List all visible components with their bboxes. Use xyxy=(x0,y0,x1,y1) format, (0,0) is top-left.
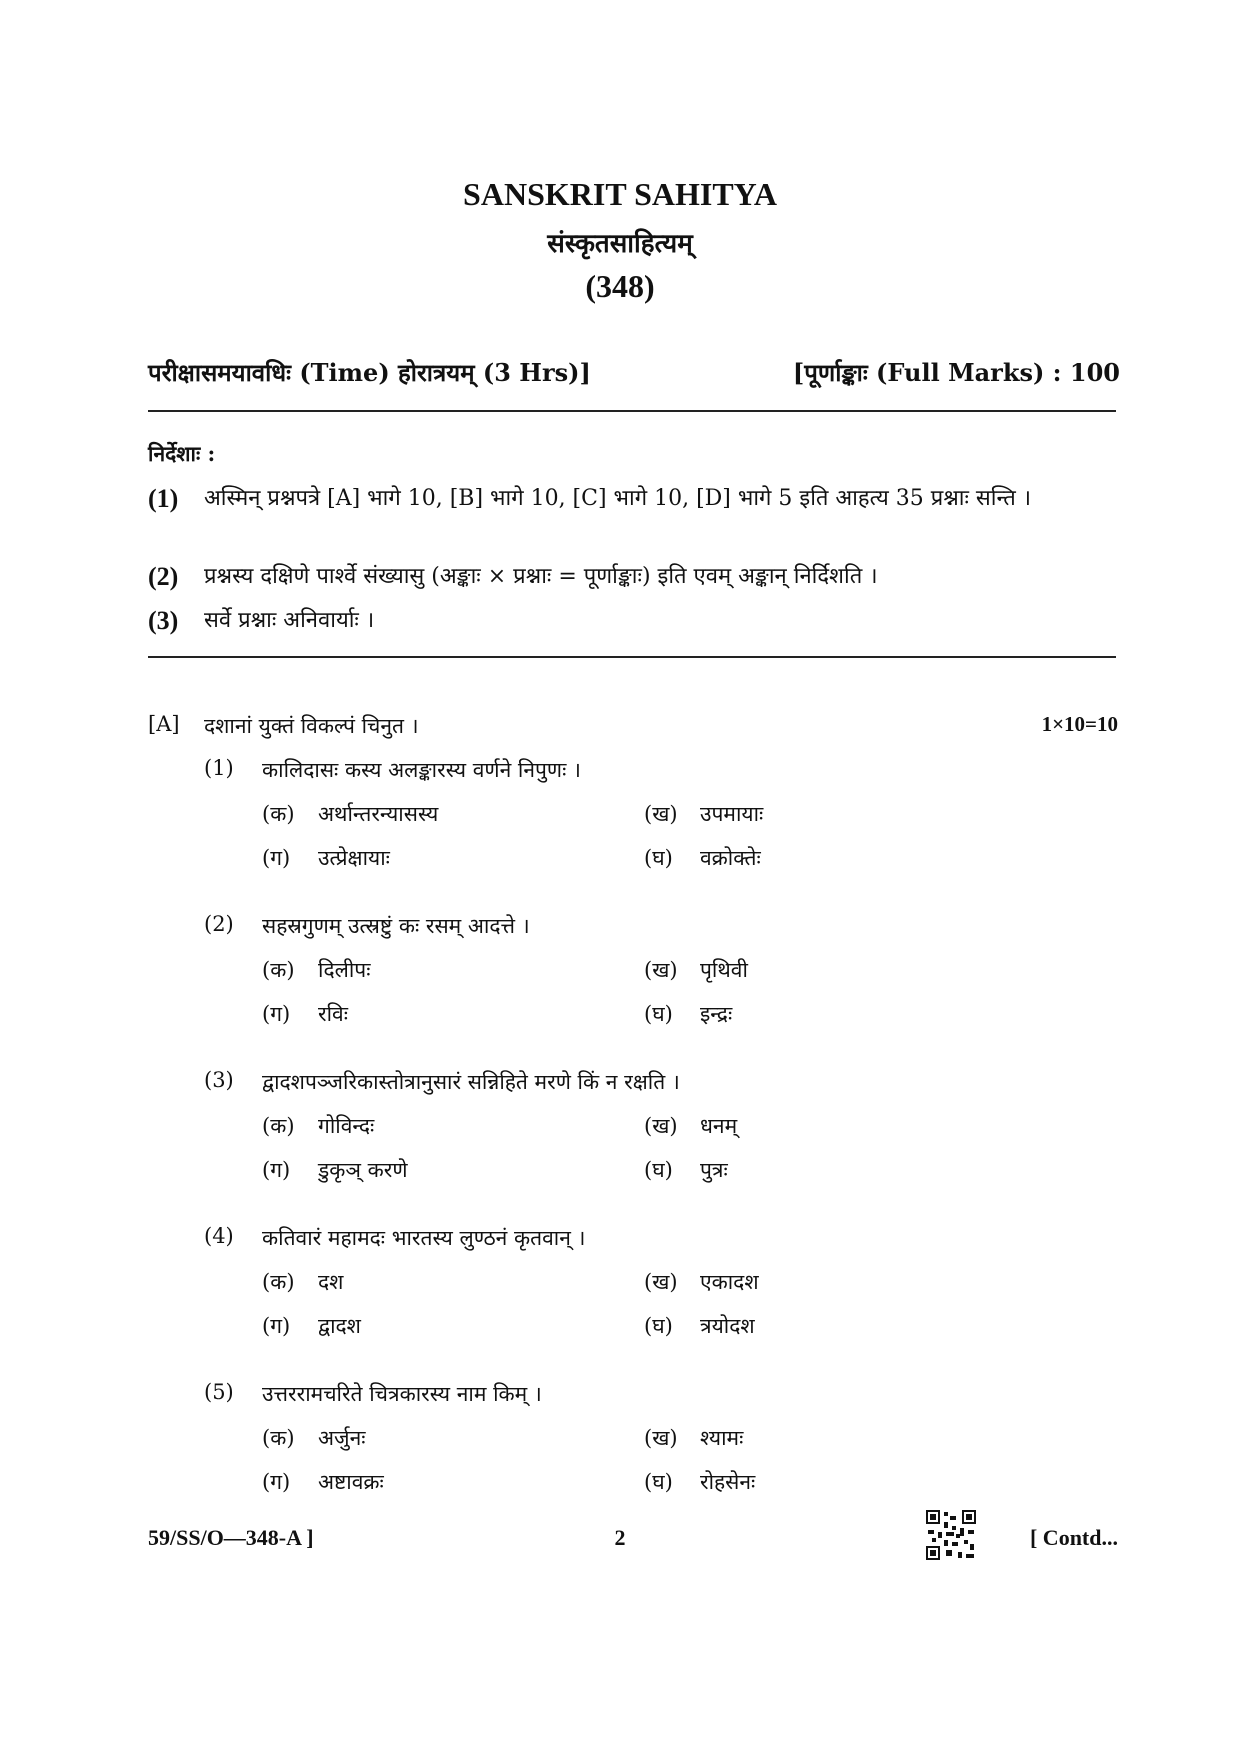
option-text: त्रयोदश xyxy=(700,1314,755,1338)
option-text: एकादश xyxy=(700,1270,759,1294)
option-text: रोहसेनः xyxy=(700,1470,756,1494)
page-number: 2 xyxy=(614,1525,626,1550)
question-text: सहस्रगुणम् उत्स्रष्टुं कः रसम् आदत्ते । xyxy=(262,914,530,938)
option-text: दश xyxy=(318,1270,344,1294)
option-label: (ग) xyxy=(262,1002,291,1026)
instruction-item xyxy=(148,560,1118,594)
option-text: अर्जुनः xyxy=(318,1426,366,1450)
instruction-text: सर्वे प्रश्नाः अनिवार्याः । xyxy=(204,608,375,633)
option-text: वक्रोक्तेः xyxy=(700,846,761,870)
question-text: उत्तररामचरिते चित्रकारस्य नाम किम् । xyxy=(262,1382,542,1406)
question-text: कतिवारं महामदः भारतस्य लुण्ठनं कृतवान् । xyxy=(262,1226,586,1250)
option-label: (घ) xyxy=(644,1158,673,1182)
question-text: द्वादशपञ्जरिकास्तोत्रानुसारं सन्निहिते मरणे किं न रक्षति । xyxy=(262,1070,680,1094)
option-label: (ख) xyxy=(644,1114,678,1138)
option-label: (ग) xyxy=(262,846,291,870)
qr-code-icon xyxy=(926,1510,976,1560)
option-label: (क) xyxy=(262,1114,295,1138)
option-text: श्यामः xyxy=(700,1426,744,1450)
option-label: (ग) xyxy=(262,1314,291,1338)
paper-title: SANSKRIT SAHITYA xyxy=(463,176,777,212)
instruction-item xyxy=(148,604,1118,638)
option-label: (घ) xyxy=(644,1314,673,1338)
option-label: (ग) xyxy=(262,1470,291,1494)
paper-code: (348) xyxy=(585,268,655,304)
section-label: [A] xyxy=(148,712,180,736)
option-text: रविः xyxy=(318,1002,348,1026)
option-text: द्वादश xyxy=(318,1314,361,1338)
option-text: गोविन्दः xyxy=(318,1114,375,1138)
option-label: (ख) xyxy=(644,958,678,982)
option-label: (क) xyxy=(262,958,295,982)
option-text: इन्द्रः xyxy=(700,1002,733,1026)
option-text: डुकृञ् करणे xyxy=(318,1158,408,1182)
section-marks: 1×10=10 xyxy=(1041,712,1118,736)
instruction-text: अस्मिन् प्रश्नपत्रे [A] भागे 10, [B] भागे 10, [C] भागे 10, [D] भागे 5 इति आहत्य 35 प्रश्नाः सन्ति । xyxy=(204,486,1032,511)
section-instruction: दशानां युक्तं विकल्पं चिनुत । xyxy=(204,714,419,738)
question-number: (2) xyxy=(204,912,234,936)
option-label: (क) xyxy=(262,1270,295,1294)
option-label: (क) xyxy=(262,802,295,826)
question-number: (5) xyxy=(204,1380,234,1404)
continued-marker: [ Contd... xyxy=(1029,1525,1118,1550)
option-text: पृथिवी xyxy=(700,958,748,982)
option-text: अर्थान्तरन्यासस्य xyxy=(318,802,439,826)
question-number: (1) xyxy=(204,756,234,780)
full-marks: [पूर्णाङ्काः (Full Marks) : 100 xyxy=(792,358,1120,387)
option-text: धनम् xyxy=(700,1114,738,1138)
option-label: (ख) xyxy=(644,802,678,826)
option-text: अष्टावक्रः xyxy=(318,1470,384,1494)
question-text: कालिदासः कस्य अलङ्कारस्य वर्णने निपुणः । xyxy=(262,758,581,782)
question-number: (4) xyxy=(204,1224,234,1248)
footer-paper-code: 59/SS/O—348-A ] xyxy=(148,1525,314,1550)
question-number: (3) xyxy=(204,1068,234,1092)
option-text: उपमायाः xyxy=(700,802,764,826)
option-label: (घ) xyxy=(644,846,673,870)
option-text: पुत्रः xyxy=(700,1158,728,1182)
instruction-text: प्रश्नस्य दक्षिणे पार्श्वे संख्यासु (अङ्काः × प्रश्नाः = पूर्णाङ्काः) इति एवम् अङ्कान् निर्दिशति । xyxy=(204,564,878,589)
header-divider xyxy=(148,410,1116,412)
option-label: (घ) xyxy=(644,1002,673,1026)
option-label: (ख) xyxy=(644,1426,678,1450)
option-label: (क) xyxy=(262,1426,295,1450)
paper-subtitle: संस्कृतसाहित्यम् xyxy=(547,229,693,259)
instructions-divider xyxy=(148,656,1116,658)
instruction-number: (1) xyxy=(148,484,179,513)
option-label: (घ) xyxy=(644,1470,673,1494)
option-label: (ख) xyxy=(644,1270,678,1294)
instruction-number: (2) xyxy=(148,562,179,591)
exam-time: परीक्षासमयावधिः (Time) होरात्रयम् (3 Hrs)] xyxy=(148,358,591,387)
instructions-heading: निर्देशाः : xyxy=(148,441,216,466)
option-text: दिलीपः xyxy=(318,958,371,982)
option-label: (ग) xyxy=(262,1158,291,1182)
instruction-number: (3) xyxy=(148,606,179,635)
option-text: उत्प्रेक्षायाः xyxy=(318,846,390,870)
instruction-item xyxy=(148,482,1118,516)
